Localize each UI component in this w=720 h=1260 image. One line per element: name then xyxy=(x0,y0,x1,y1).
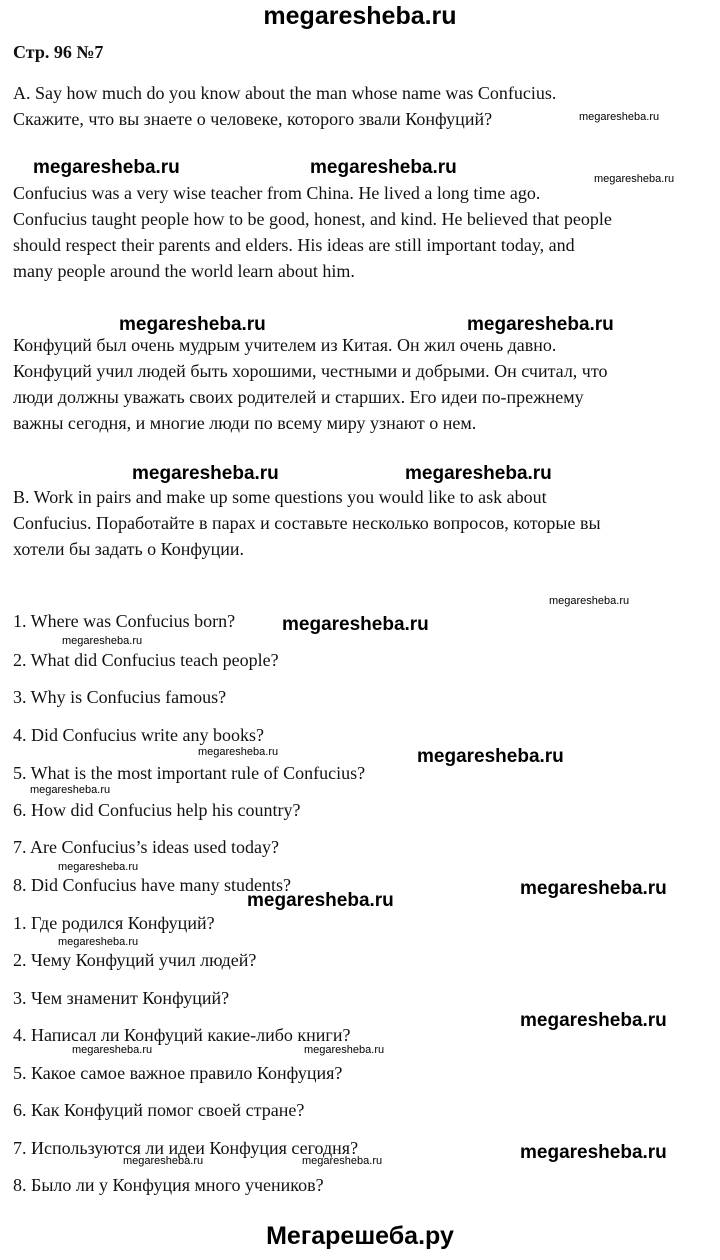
watermark-small: megaresheba.ru xyxy=(58,936,139,948)
watermark-small: megaresheba.ru xyxy=(304,1044,385,1056)
question-en: 2. What did Confucius teach people? xyxy=(13,650,279,670)
watermark: megaresheba.ru xyxy=(310,157,457,178)
watermark-small: megaresheba.ru xyxy=(62,635,143,647)
watermark-small: megaresheba.ru xyxy=(30,784,111,796)
task-a xyxy=(13,80,713,132)
question-en: 5. What is the most important rule of Confucius? xyxy=(13,763,366,783)
watermark-small: megaresheba.ru xyxy=(123,1155,204,1167)
answer-en-line: should respect their parents and elders. His ideas are still important today, and xyxy=(13,235,575,255)
answer-en-line: many people around the world learn about him. xyxy=(13,261,355,281)
task-b-line: B. Work in pairs and make up some questions you would like to ask about xyxy=(13,487,547,507)
watermark: megaresheba.ru xyxy=(132,463,279,484)
site-title: megaresheba.ru xyxy=(263,2,457,30)
answer-ru-line: важны сегодня, и многие люди по всему миру узнают о нем. xyxy=(13,413,477,433)
task-a-line: Скажите, что вы знаете о человеке, которого звали Конфуций? xyxy=(13,109,493,129)
watermark-small: megaresheba.ru xyxy=(579,111,660,123)
answer-en-line: Confucius taught people how to be good, honest, and kind. He believed that people xyxy=(13,209,612,229)
question-ru: 6. Как Конфуций помог своей стране? xyxy=(13,1100,305,1120)
task-b-line: хотели бы задать о Конфуции. xyxy=(13,539,245,559)
task-b xyxy=(13,484,713,562)
watermark: megaresheba.ru xyxy=(520,1142,667,1163)
question-ru: 7. Используются ли идеи Конфуция сегодня? xyxy=(13,1138,359,1158)
watermark: megaresheba.ru xyxy=(467,314,614,335)
answer-ru-line: люди должны уважать своих родителей и старших. Его идеи по-прежнему xyxy=(13,387,584,407)
watermark-small: megaresheba.ru xyxy=(549,595,630,607)
page-reference: Стр. 96 №7 xyxy=(13,42,104,62)
watermark-small: megaresheba.ru xyxy=(302,1155,383,1167)
answer-ru-line: Конфуций учил людей быть хорошими, честными и добрыми. Он считал, что xyxy=(13,361,608,381)
watermark-small: megaresheba.ru xyxy=(58,861,139,873)
watermark: megaresheba.ru xyxy=(405,463,552,484)
question-en: 3. Why is Confucius famous? xyxy=(13,687,227,707)
question-ru: 3. Чем знаменит Конфуций? xyxy=(13,988,230,1008)
watermark-small: megaresheba.ru xyxy=(198,746,279,758)
answer-en-line: Confucius was a very wise teacher from China. He lived a long time ago. xyxy=(13,183,541,203)
answer-russian xyxy=(13,332,713,436)
question-ru: 2. Чему Конфуций учил людей? xyxy=(13,950,257,970)
question-ru: 5. Какое самое важное правило Конфуция? xyxy=(13,1063,343,1083)
question-en: 6. How did Confucius help his country? xyxy=(13,800,301,820)
question-en: 8. Did Confucius have many students? xyxy=(13,875,291,895)
question-en: 4. Did Confucius write any books? xyxy=(13,725,264,745)
question-en: 1. Where was Confucius born? xyxy=(13,611,236,631)
watermark: megaresheba.ru xyxy=(33,157,180,178)
watermark: megaresheba.ru xyxy=(247,890,394,911)
question-ru: 8. Было ли у Конфуция много учеников? xyxy=(13,1175,324,1195)
task-a-line: A. Say how much do you know about the man whose name was Confucius. xyxy=(13,83,557,103)
question-ru: 1. Где родился Конфуций? xyxy=(13,913,215,933)
footer-site-title: Мегарешеба.ру xyxy=(266,1222,454,1250)
watermark: megaresheba.ru xyxy=(282,614,429,635)
answer-ru-line: Конфуций был очень мудрым учителем из Китая. Он жил очень давно. xyxy=(13,335,557,355)
watermark: megaresheba.ru xyxy=(520,1010,667,1031)
watermark: megaresheba.ru xyxy=(520,878,667,899)
watermark: megaresheba.ru xyxy=(417,746,564,767)
question-ru: 4. Написал ли Конфуций какие-либо книги? xyxy=(13,1025,351,1045)
watermark-small: megaresheba.ru xyxy=(594,173,675,185)
watermark-small: megaresheba.ru xyxy=(72,1044,153,1056)
question-en: 7. Are Confucius’s ideas used today? xyxy=(13,837,279,857)
answer-english xyxy=(13,180,713,284)
watermark: megaresheba.ru xyxy=(119,314,266,335)
task-b-line: Confucius. Поработайте в парах и составьте несколько вопросов, которые вы xyxy=(13,513,601,533)
